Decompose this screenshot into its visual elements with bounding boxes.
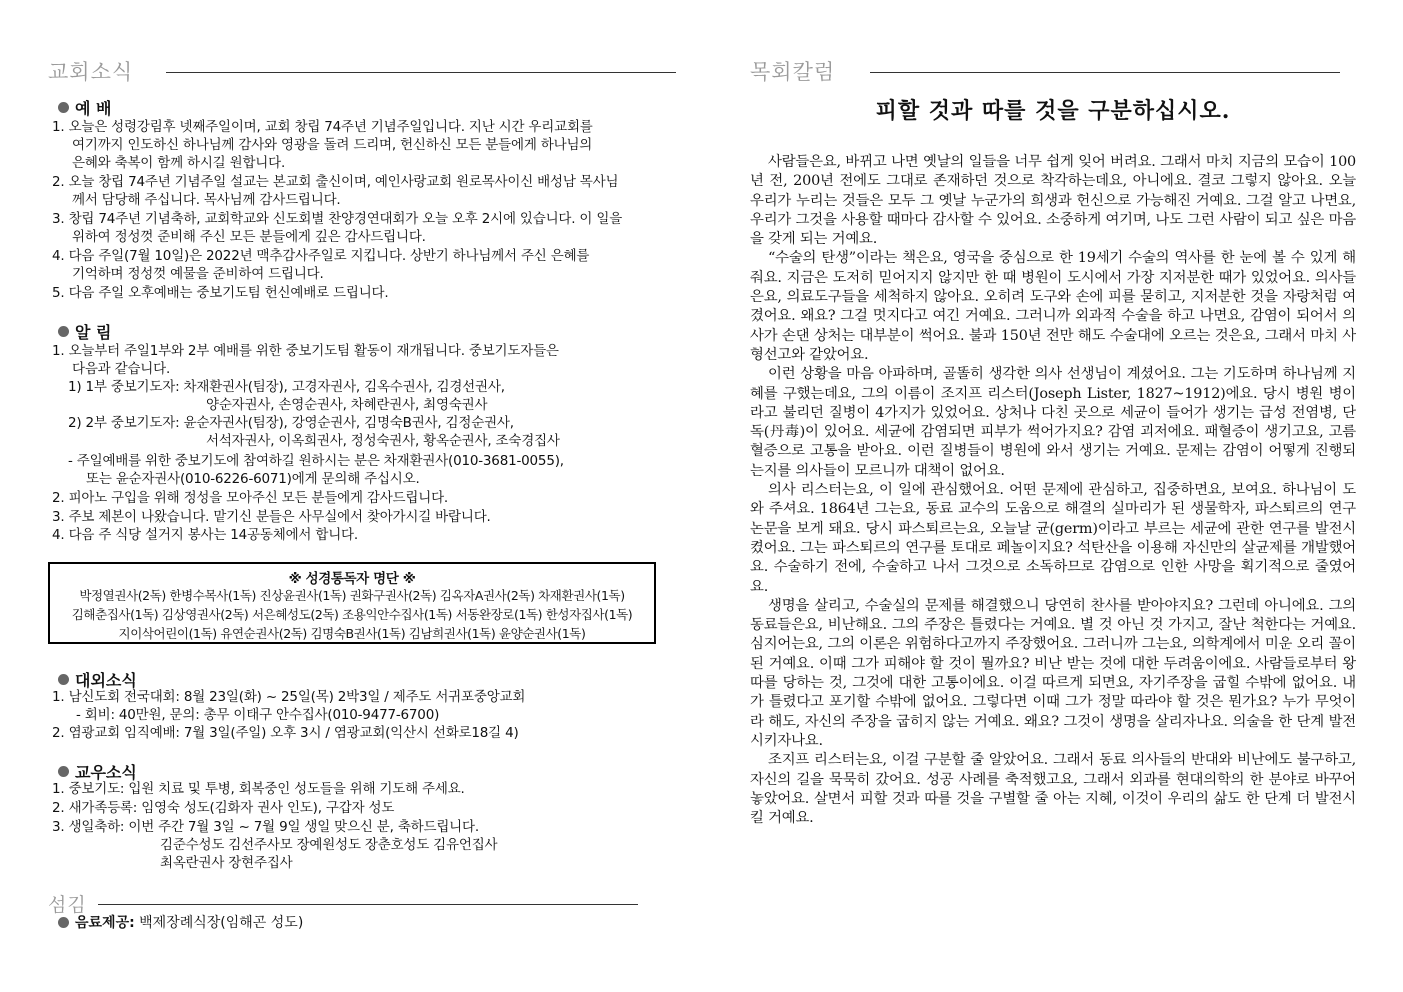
serving-item	[58, 912, 303, 932]
notice-line: 1. 오늘부터 주일1부와 2부 예배를 위한 중보기도팀 활동이 재개됩니다. 중보기도자들은	[52, 343, 559, 359]
column-paragraph: 사람들은요, 바뀌고 나면 옛날의 일들을 너무 쉽게 잊어 버려요. 그래서 마치 지금의 모습이 100년 전, 200년 전에도 그대로 존재하던 것으로 착각하는데요, 아니에요. 결코 그렇지 않아요. 오늘 우리가 누리는 것들은 모두 그 옛날 누군가의 희생과 헌신으로 가능해진 거예요. 그걸 알고 나면요, 우리가 그것을 사용할 때마다 감사할 수 있어요. 소중하게 여기며, 나도 그런 사람이 되고 싶은 마음을 갖게 되는 거예요.	[750, 154, 1356, 248]
serving-rule	[98, 904, 638, 905]
external-line: 2. 염광교회 임직예배: 7월 3일(주일) 오후 3시 / 염광교회(익산시 선화로18길 4)	[52, 725, 519, 741]
worship-line: 께서 담당해 주십니다. 목사님께 감사드립니다.	[72, 192, 341, 208]
members-heading-label: 교우소식	[75, 763, 137, 782]
worship-line: 기억하며 정성껏 예물을 준비하여 드립니다.	[72, 266, 324, 282]
column-paragraph: 이런 상황을 마음 아파하며, 골똘히 생각한 의사 선생님이 계셨어요. 그는 기도하며 하나님께 지혜를 구했는데요, 그의 이름이 조지프 리스터(Joseph Lister, 1827~1912)에요. 당시 병원 병이라고 불리던 질병이 4가지가 있었어요. 상처나 다친 곳으로 세균이 들어가 생기는 급성 전염병, 단독(丹毒)이 있어요. 세균에 감염되면 피부가 썩어가지요? 감염 괴저에요. 패혈증이 생기고요, 고름혈증으로 고통을 받아요. 이런 질병들이 병원에 와서 생기는 거예요. 문제는 감염이 어떻게 진행되는지를 의사들이 모르니까 대책이 없어요.	[750, 366, 1356, 479]
notice-line: 3. 주보 제본이 나왔습니다. 맡기신 분들은 사무실에서 찾아가시길 바랍니다.	[52, 509, 491, 525]
worship-line: 위하여 정성껏 준비해 주신 모든 분들에게 깊은 감사드립니다.	[72, 229, 426, 245]
members-line: 1. 중보기도: 입원 치료 및 투병, 회복중인 성도들을 위해 기도해 주세요.	[52, 781, 465, 797]
members-line: 최옥란권사 장현주집사	[160, 855, 293, 871]
notice-heading-label: 알 림	[75, 323, 112, 342]
bible-reading-box	[48, 562, 656, 644]
church-news-title: 교회소식	[48, 60, 134, 84]
worship-line: 4. 다음 주일(7월 10일)은 2022년 맥추감사주일로 지킵니다. 상반기 하나님께서 주신 은혜를	[52, 248, 590, 264]
notice-line: 1) 1부 중보기도자: 차재환권사(팀장), 고경자권사, 김옥수권사, 김경선권사,	[68, 379, 505, 395]
column-paragraph: 의사 리스터는요, 이 일에 관심했어요. 어떤 문제에 관심하고, 집중하면요, 보여요. 하나님이 도와 주셔요. 1864년 그는요, 동료 교수의 도움으로 해결의 실마리가 된 생물학자, 파스퇴르의 연구 논문을 보게 돼요. 당시 파스퇴르는요, 오늘날 균(germ)이라고 부르는 세균에 관한 연구를 발전시켰어요. 그는 파스퇴르의 연구를 토대로 페놀이지요? 석탄산을 이용해 자신만의 살균제를 개발했어요. 수술하기 전에, 수술하고 나서 그것으로 소독하므로 감염으로 인한 사망을 획기적으로 줄였어요.	[750, 482, 1356, 595]
bible-box-line: 박정열권사(2독) 한병수목사(1독) 진상윤권사(1독) 권화구권사(2독) 김옥자A권사(2독) 차재환권사(1독)	[79, 588, 625, 603]
notice-line: 4. 다음 주 식당 설거지 봉사는 14공동체에서 합니다.	[52, 527, 358, 543]
bible-box-line: 지이삭어린이(1독) 유연순권사(2독) 김명숙B권사(1독) 김남희권사(1독) 윤양순권사(1독)	[118, 626, 586, 641]
worship-line: 5. 다음 주일 오후예배는 중보기도팀 헌신예배로 드립니다.	[52, 285, 389, 301]
serving-label: 음료제공:	[75, 915, 135, 931]
notice-line: 서석자권사, 이옥희권사, 정성숙권사, 황옥순권사, 조숙경집사	[206, 433, 560, 449]
members-line: 김준수성도 김선주사모 장예원성도 장춘호성도 김유언집사	[160, 837, 498, 853]
notice-line: 2) 2부 중보기도자: 윤순자권사(팀장), 강영순권사, 김명숙B권사, 김정순권사,	[68, 415, 514, 431]
worship-heading	[58, 96, 111, 119]
notice-line: 다음과 같습니다.	[72, 361, 171, 377]
bible-box-line: 김해춘집사(1독) 김상영권사(2독) 서은혜성도(2독) 조용익안수집사(1독) 서동완장로(1독) 한성자집사(1독)	[71, 607, 633, 622]
bible-box-title: ※ 성경통독자 명단 ※	[288, 571, 416, 587]
bullet-icon	[58, 102, 69, 113]
notice-heading	[58, 320, 111, 343]
bullet-icon	[58, 917, 69, 928]
serving-value: 백제장례식장(임해곤 성도)	[134, 915, 304, 931]
column-paragraph: 생명을 살리고, 수술실의 문제를 해결했으니 당연히 찬사를 받아야지요? 그런데 아니에요. 그의 동료들은요, 비난해요. 그의 주장은 틀렸다는 거예요. 별 것 아닌 것 가지고, 잘난 척한다는 거예요. 심지어는요, 그의 이론은 위험하다고까지 주장했어요. 그러니까 그는요, 의학계에서 미운 오리 꼴이 된 거예요. 이때 그가 피해야 할 것이 뭘까요? 비난 받는 것에 대한 두려움이에요. 사람들로부터 왕따를 당하는 것, 그것에 대한 고통이에요. 이걸 따르게 되면요, 자기주장을 굽힐 수밖에 없어요. 내가 틀렸다고 포기할 수밖에 없어요. 그렇다면 이때 그가 정말 따라야 할 것은 뭔가요? 누가 무엇이라 해도, 자신의 주장을 굽히지 않는 거예요. 왜요? 그것이 생명을 살리자나요. 의술을 한 단계 발전시키자나요.	[750, 597, 1356, 749]
column-paragraph: “수술의 탄생”이라는 책은요, 영국을 중심으로 한 19세기 수술의 역사를 한 눈에 볼 수 있게 해줘요. 지금은 도저히 믿어지지 않지만 한 때 병원이 도시에서 가장 지저분한 때가 있었어요. 의사들은요, 의료도구들을 세척하지 않아요. 오히려 도구와 손에 피를 묻히고, 지저분한 것을 자랑처럼 여겼어요. 왜요? 그걸 멋지다고 여긴 거예요. 그러니까 외과적 수술을 하고 나면요, 감염이 되어서 의사가 손댄 상처는 대부분이 썩어요. 불과 150년 전만 해도 수술대에 오르는 것은요, 그래서 마치 사형선고와 같았어요.	[750, 250, 1356, 363]
worship-line: 은혜와 축복이 함께 하시길 원합니다.	[72, 155, 286, 171]
external-heading-label: 대외소식	[75, 671, 137, 690]
bullet-icon	[58, 674, 69, 685]
external-line: 1. 남신도회 전국대회: 8월 23일(화) ~ 25일(목) 2박3일 / 제주도 서귀포중앙교회	[52, 689, 526, 705]
notice-line: 2. 피아노 구입을 위해 정성을 모아주신 모든 분들에게 감사드립니다.	[52, 490, 449, 506]
serving-title: 섬김	[48, 894, 87, 916]
church-news-rule	[166, 72, 676, 73]
worship-line: 여기까지 인도하신 하나님께 감사와 영광을 돌려 드리며, 헌신하신 모든 분들에게 하나님의	[72, 137, 593, 153]
members-line: 3. 생일축하: 이번 주간 7월 3일 ~ 7월 9일 생일 맞으신 분, 축하드립니다.	[52, 819, 479, 835]
worship-line: 1. 오늘은 성령강림후 넷째주일이며, 교회 창립 74주년 기념주일입니다. 지난 시간 우리교회를	[52, 119, 593, 135]
notice-line: 또는 윤순자권사(010-6226-6071)에게 문의해 주십시오.	[86, 471, 420, 487]
column-body	[750, 153, 1356, 828]
pastor-column-rule	[870, 72, 1340, 73]
members-line: 2. 새가족등록: 임영숙 성도(김화자 권사 인도), 구갑자 성도	[52, 800, 395, 816]
column-heading: 피할 것과 따를 것을 구분하십시오.	[875, 98, 1231, 124]
notice-line: - 주일예배를 위한 중보기도에 참여하길 원하시는 분은 차재환권사(010-3681-0055),	[68, 453, 564, 469]
external-line: - 회비: 40만원, 문의: 총무 이태구 안수집사(010-9477-6700)	[76, 707, 440, 723]
bullet-icon	[58, 326, 69, 337]
column-paragraph: 조지프 리스터는요, 이걸 구분할 줄 알았어요. 그래서 동료 의사들의 반대와 비난에도 불구하고, 자신의 길을 묵묵히 갔어요. 성공 사례를 축적했고요, 그래서 외과를 현대의학의 한 분야로 바꾸어 놓았어요. 살면서 피할 것과 따를 것을 구별할 줄 아는 지혜, 이것이 우리의 삶도 한 단계 더 발전시킬 거예요.	[750, 752, 1356, 827]
worship-line: 2. 오늘 창립 74주년 기념주일 설교는 본교회 출신이며, 예인사랑교회 원로목사이신 배성남 목사님	[52, 174, 619, 190]
bullet-icon	[58, 766, 69, 777]
worship-heading-label: 예 배	[75, 99, 112, 118]
notice-line: 양순자권사, 손영순권사, 차혜란권사, 최영숙권사	[206, 397, 488, 413]
worship-line: 3. 창립 74주년 기념축하, 교회학교와 신도회별 찬양경연대회가 오늘 오후 2시에 있습니다. 이 일을	[52, 211, 623, 227]
pastor-column-title: 목회칼럼	[750, 60, 836, 84]
